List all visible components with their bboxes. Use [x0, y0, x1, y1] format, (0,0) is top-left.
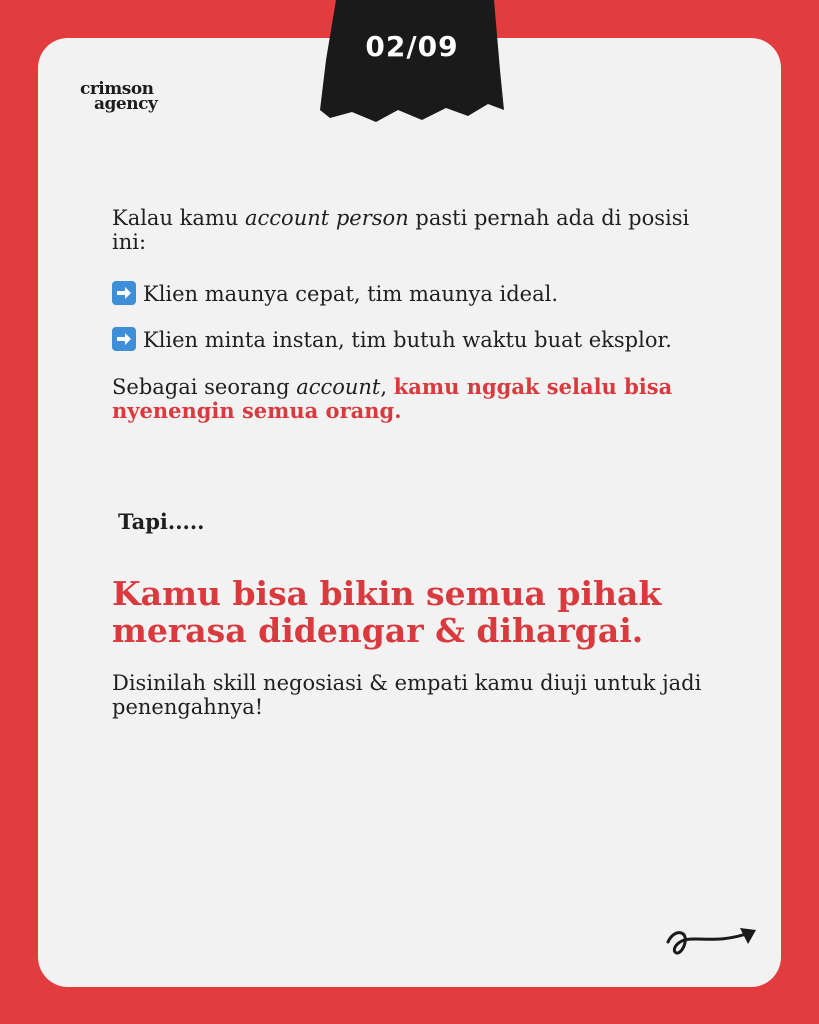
statement-text-1: Sebagai seorang: [112, 375, 297, 399]
headline: Kamu bisa bikin semua pihak merasa didengar & dihargai.: [112, 574, 662, 650]
bullet-item-2: [112, 327, 712, 352]
bullet-item-1: [112, 281, 712, 306]
bullet-text-2: Klien minta instan, tim butuh waktu buat eksplor.: [143, 328, 672, 352]
right-arrow-emoji-icon: [112, 327, 136, 351]
intro-text-1: Kalau kamu: [112, 206, 246, 230]
closing-paragraph: Disinilah skill negosiasi & empati kamu diuji untuk jadi penengahnya!: [112, 671, 702, 719]
statement-paragraph: [112, 375, 712, 423]
brand-line-2: agency: [94, 94, 158, 114]
bullet-text-1: Klien maunya cepat, tim maunya ideal.: [143, 282, 559, 306]
page-indicator: 02/09: [365, 30, 459, 63]
statement-text-2: ,: [380, 375, 394, 399]
intro-paragraph: [112, 206, 712, 254]
tape-label: [318, 0, 506, 128]
brand-line-1: crimson: [80, 79, 154, 99]
intro-italic: account person: [245, 206, 409, 230]
statement-italic: account: [296, 375, 381, 399]
right-arrow-emoji-icon: [112, 281, 136, 305]
intro-text-2: pasti pernah ada di posisi ini:: [112, 206, 690, 254]
tape-shape: [318, 0, 506, 128]
brand-logo: [80, 79, 180, 114]
next-arrow-icon[interactable]: [664, 920, 764, 964]
statement-highlight: kamu nggak selalu bisa nyenengin semua orang.: [112, 374, 673, 423]
tapi-label: Tapi.....: [118, 509, 205, 534]
